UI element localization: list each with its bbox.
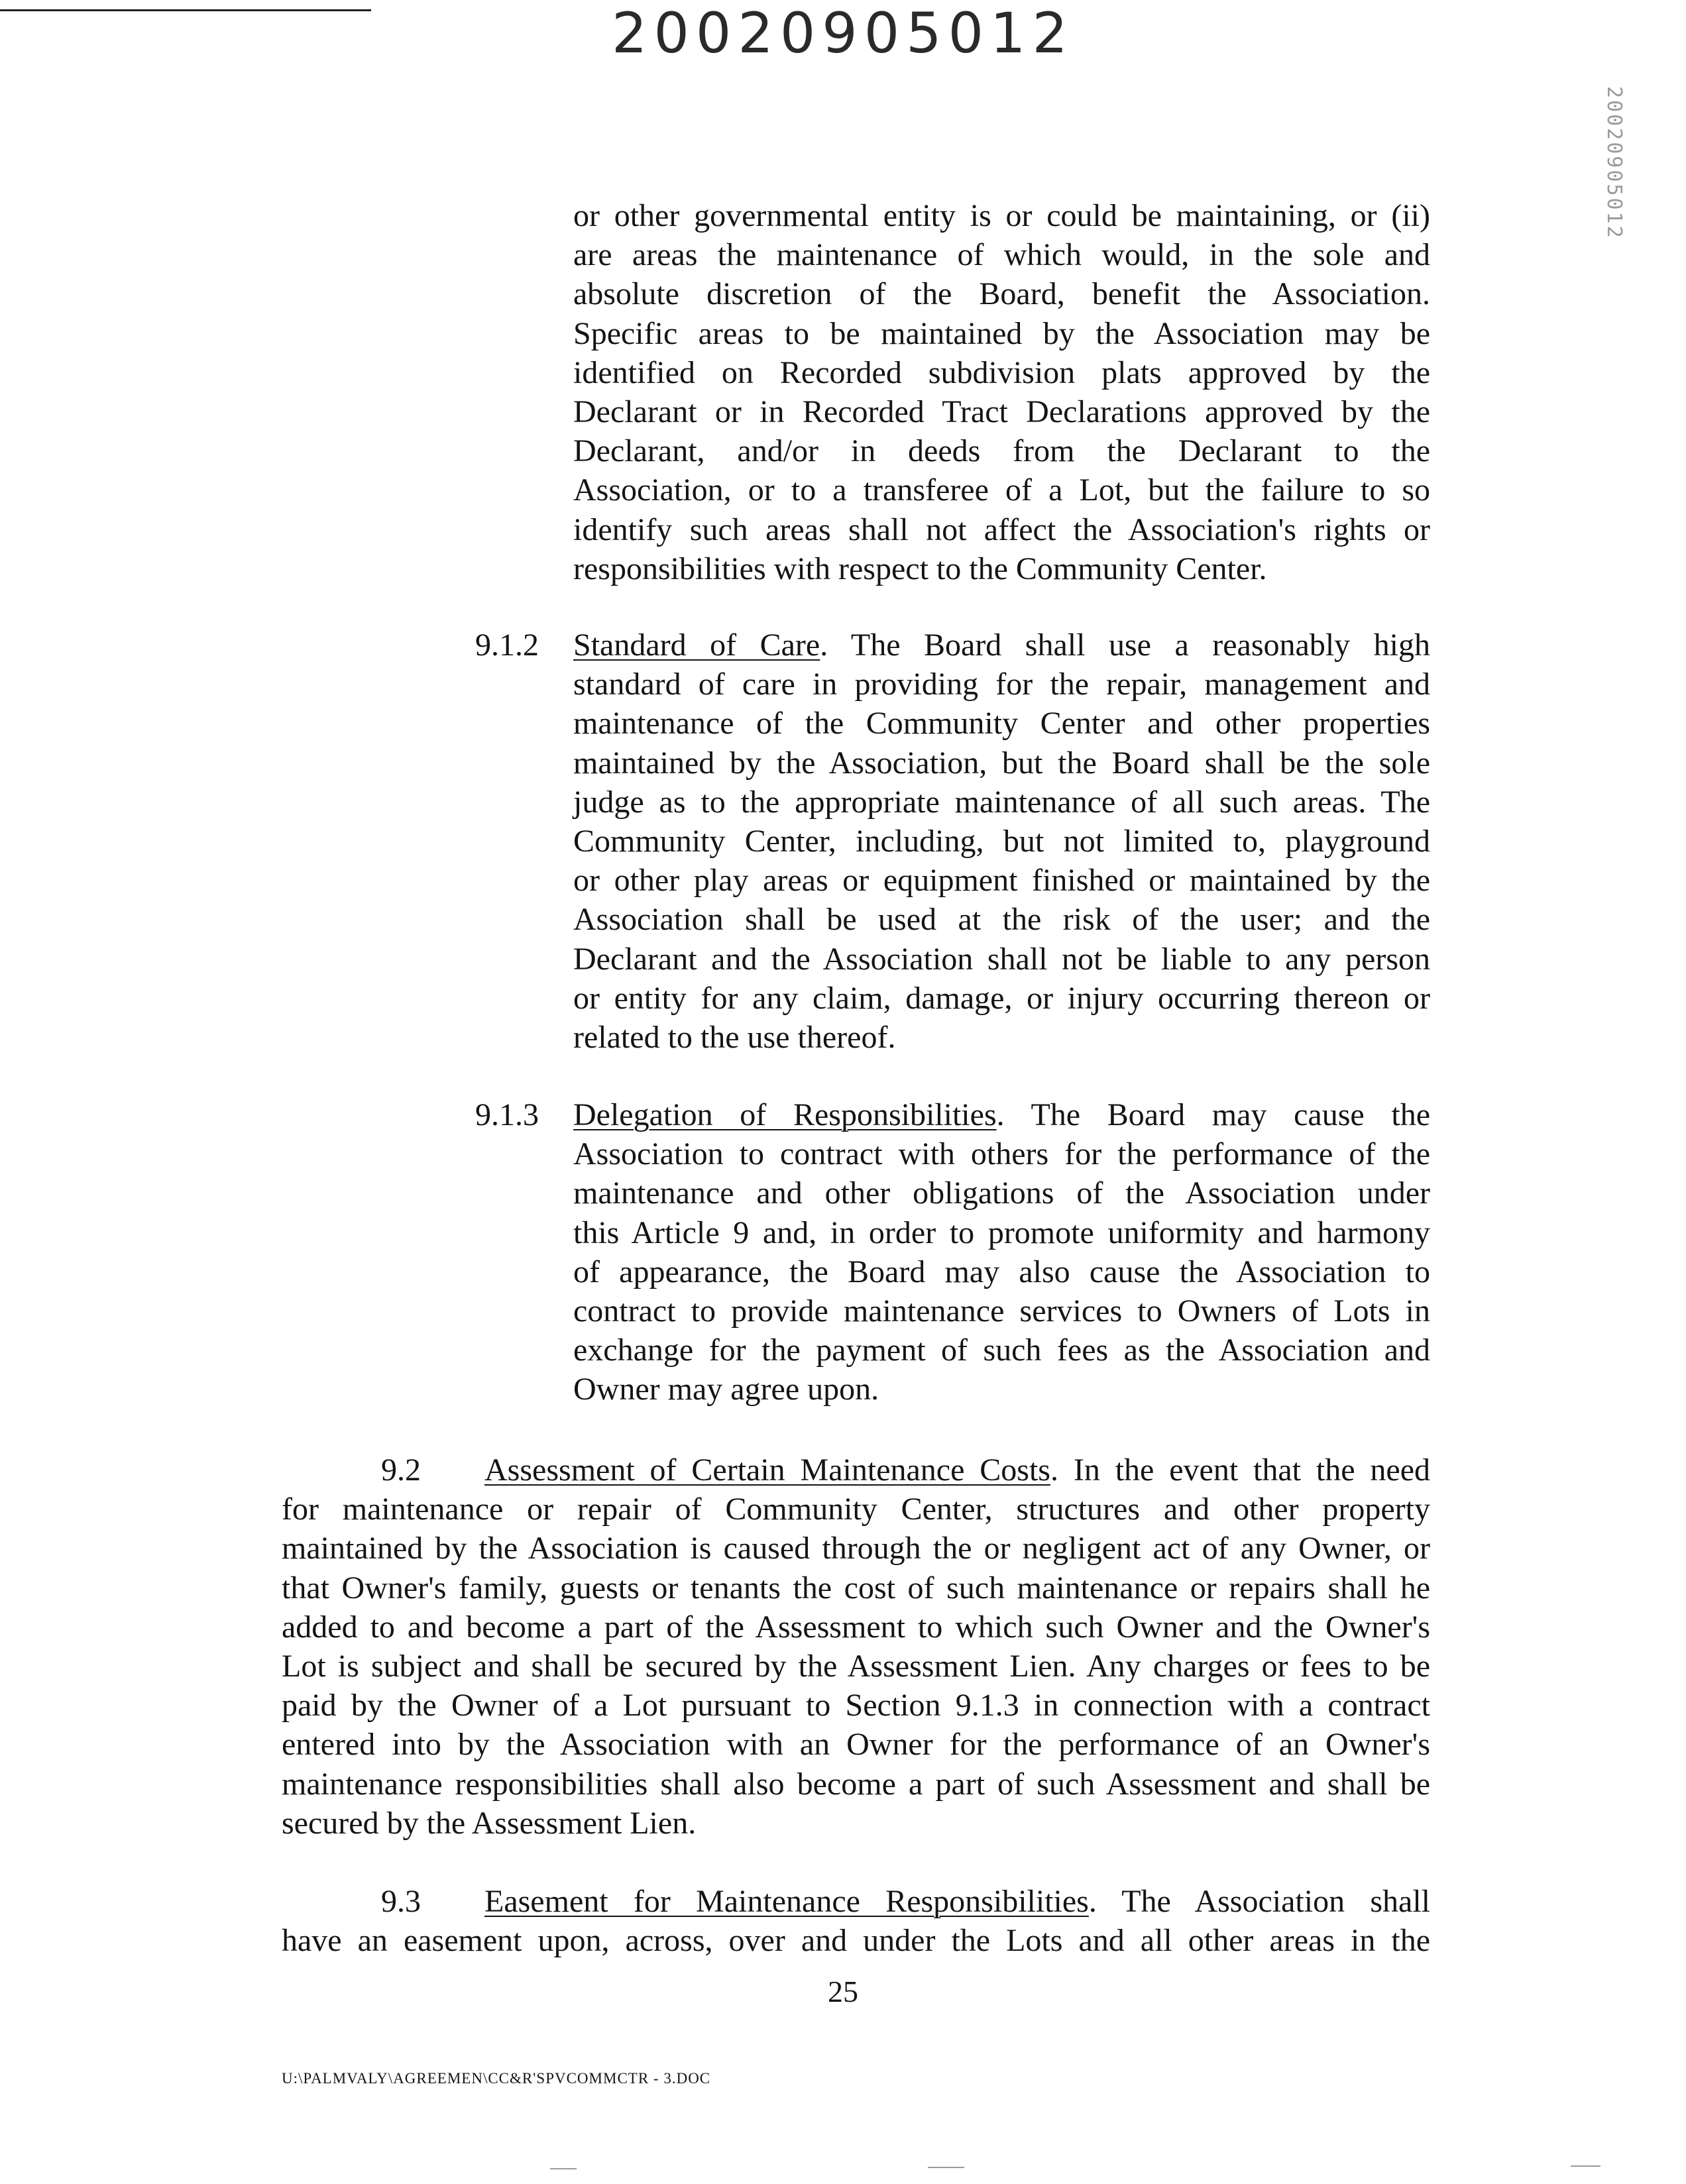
text-line: identify such areas shall not affect the Association's rights or (573, 512, 1430, 547)
scan-speck (550, 2168, 577, 2169)
side-stamp (1594, 86, 1634, 298)
section-9-1-1-continuation (573, 196, 1430, 588)
text-fragment: . The Association shall (1088, 1884, 1431, 1919)
text-line: Declarant, and/or in deeds from the Declarant to the (573, 433, 1430, 469)
section-number-9-3: 9.3 (381, 1884, 421, 1919)
text-line: or other governmental entity is or could be maintaining, or (ii) (573, 198, 1430, 233)
text-line: or other play areas or equipment finished or maintained by the (573, 863, 1430, 899)
text-line: added to and become a part of the Assessment to which such Owner and the Owner's (282, 1609, 1430, 1645)
scan-speck (1571, 2165, 1601, 2167)
text-line: secured by the Assessment Lien. (282, 1805, 697, 1841)
text-line: have an easement upon, across, over and under the Lots and all other areas in the (282, 1923, 1430, 1959)
footer-file-path: U:\PALMVALY\AGREEMEN\CC&R'SPVCOMMCTR - 3.DOC (282, 2070, 711, 2087)
text-line: for maintenance or repair of Community Center, structures and other property (282, 1492, 1430, 1527)
text-line: that Owner's family, guests or tenants the cost of such maintenance or repairs shall he (282, 1570, 1430, 1606)
text-line: entered into by the Association with an Owner for the performance of an Owner's (282, 1727, 1430, 1763)
text-line: Association, or to a transferee of a Lot, but the failure to so (573, 472, 1430, 508)
text-line: Association shall be used at the risk of the user; and the (573, 902, 1430, 938)
text-line: responsibilities with respect to the Community Center. (573, 551, 1267, 586)
text-line: maintenance and other obligations of the Association under (573, 1175, 1430, 1211)
text-fragment: . The Board may cause the (996, 1097, 1430, 1132)
section-number-9-1-2: 9.1.2 (475, 628, 539, 663)
text-line: maintenance of the Community Center and other properties (573, 706, 1430, 741)
text-line: maintenance responsibilities shall also become a part of such Assessment and shall be (282, 1766, 1430, 1802)
section-number-9-2: 9.2 (381, 1452, 421, 1488)
section-9-3 (282, 1882, 1430, 1960)
text-fragment: . In the event that the need (1050, 1452, 1431, 1488)
text-line: paid by the Owner of a Lot pursuant to Section 9.1.3 in connection with a contract (282, 1688, 1430, 1723)
text-line: judge as to the appropriate maintenance of all such areas. The (573, 784, 1430, 820)
section-heading: Assessment of Certain Maintenance Costs (484, 1452, 1050, 1488)
text-line (573, 626, 1430, 665)
text-line: maintained by the Association is caused through the or negligent act of any Owner, or (282, 1531, 1430, 1566)
page-number: 25 (828, 1975, 858, 2008)
text-line: Declarant and the Association shall not be liable to any person (573, 941, 1430, 977)
text-line: Declarant or in Recorded Tract Declarations approved by the (573, 394, 1430, 430)
section-9-2 (282, 1450, 1430, 1843)
document-number: 20020905012 (612, 1, 1074, 66)
text-line: Specific areas to be maintained by the Association may be (573, 315, 1430, 351)
section-heading: Easement for Maintenance Responsibilities (484, 1884, 1089, 1919)
text-line: maintained by the Association, but the Board shall be the sole (573, 745, 1430, 781)
text-line: identified on Recorded subdivision plats approved by the (573, 355, 1430, 390)
text-line: Lot is subject and shall be secured by the Assessment Lien. Any charges or fees to be (282, 1649, 1430, 1684)
text-line (573, 1095, 1430, 1134)
section-9-1-2 (573, 626, 1430, 1057)
text-line: standard of care in providing for the repair, management and (573, 667, 1430, 702)
text-line: or entity for any claim, damage, or injury occurring thereon or (573, 980, 1430, 1016)
text-line (282, 1450, 1430, 1490)
section-heading: Standard of Care (573, 628, 820, 663)
text-line: Owner may agree upon. (573, 1372, 879, 1407)
text-line: are areas the maintenance of which would, in the sole and (573, 237, 1430, 273)
text-line: contract to provide maintenance services to Owners of Lots in (573, 1293, 1430, 1329)
scan-speck (928, 2167, 964, 2168)
section-heading: Delegation of Responsibilities (573, 1097, 997, 1132)
text-line: absolute discretion of the Board, benefit the Association. (573, 276, 1430, 312)
text-line: related to the use thereof. (573, 1020, 896, 1056)
text-line: Community Center, including, but not limited to, playground (573, 824, 1430, 859)
text-fragment: . The Board shall use a reasonably high (820, 628, 1431, 663)
text-line (282, 1882, 1430, 1921)
text-line: of appearance, the Board may also cause the Association to (573, 1254, 1430, 1289)
side-stamp-text: 20020905012 (1602, 86, 1626, 240)
section-9-1-3 (573, 1095, 1430, 1409)
text-line: exchange for the payment of such fees as the Association and (573, 1333, 1430, 1368)
section-number-9-1-3: 9.1.3 (475, 1097, 539, 1132)
text-line: this Article 9 and, in order to promote uniformity and harmony (573, 1215, 1430, 1250)
text-line: Association to contract with others for the performance of the (573, 1136, 1430, 1172)
